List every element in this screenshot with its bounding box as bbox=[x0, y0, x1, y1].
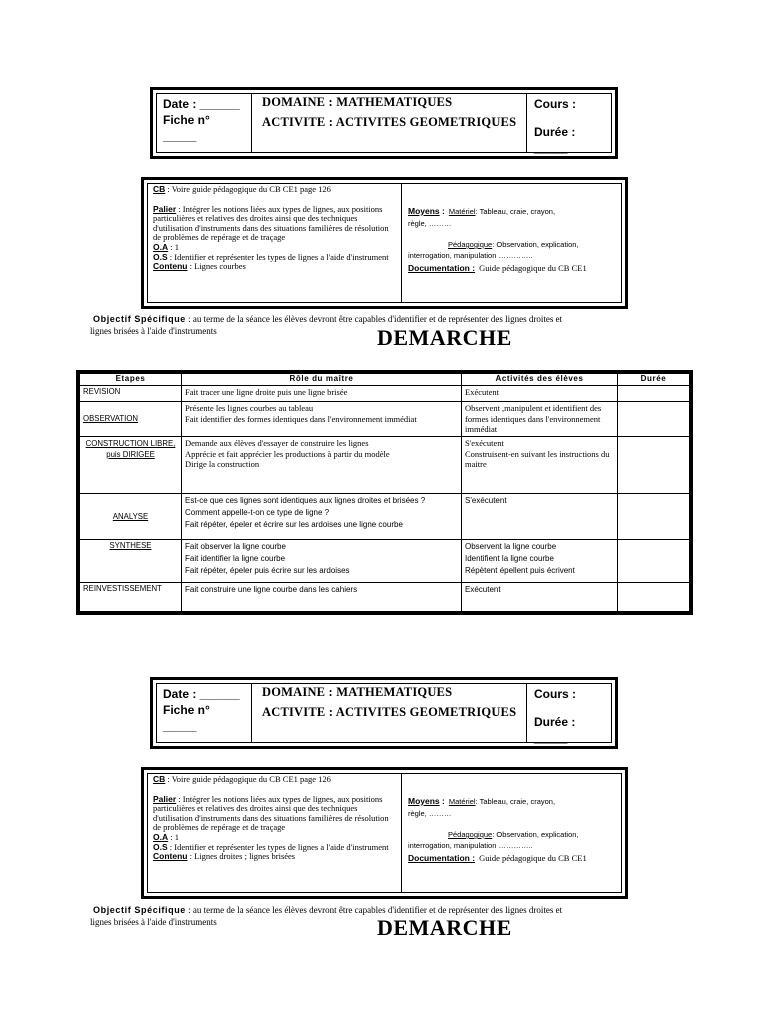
activite-line: Construisent-en suivant les instructions du maitre bbox=[465, 448, 610, 469]
role-line: Dirige la construction bbox=[185, 459, 260, 469]
cb-line bbox=[153, 775, 397, 785]
lesson-header-inner bbox=[156, 683, 612, 743]
cb-label: CB bbox=[153, 184, 166, 194]
activite-line: Identifient la ligne courbe bbox=[465, 553, 554, 563]
divider bbox=[526, 94, 527, 152]
role-cell bbox=[182, 583, 462, 612]
activite-line: S'exécutent bbox=[465, 496, 507, 505]
header-duree: Durée bbox=[618, 374, 690, 386]
duree-cell bbox=[618, 402, 690, 437]
contenu-line bbox=[153, 852, 397, 862]
palier-label: Palier bbox=[153, 203, 177, 214]
cb-text: : Voire guide pédagogique du CB CE1 page 126 bbox=[167, 184, 331, 194]
etape-label: SYNTHESE bbox=[109, 541, 152, 550]
divider bbox=[401, 774, 402, 892]
cours-label: Cours : bbox=[534, 97, 576, 111]
fiche-label: Fiche n° bbox=[163, 113, 210, 127]
lesson-info-inner bbox=[147, 183, 622, 303]
role-line: Fait identifier la ligne courbe bbox=[185, 553, 286, 563]
contenu-text: : Lignes droites ; lignes brisées bbox=[189, 851, 296, 862]
table-header-row bbox=[80, 374, 690, 386]
info-left bbox=[153, 775, 397, 862]
role-cell bbox=[182, 437, 462, 494]
duree-cell bbox=[618, 494, 690, 540]
os-label: O.S bbox=[153, 841, 168, 852]
domaine-title: DOMAINE : MATHEMATIQUES bbox=[262, 95, 453, 109]
etape-label: OBSERVATION bbox=[83, 414, 139, 423]
header-activites-eleves: Activités des élèves bbox=[462, 374, 618, 386]
duree-cell bbox=[618, 583, 690, 612]
duree-line: _____ bbox=[534, 731, 568, 745]
etape-cell bbox=[80, 494, 182, 540]
moyens-label: Moyens bbox=[408, 206, 440, 216]
date-label: Date : ______ bbox=[163, 687, 240, 701]
palier-label: Palier bbox=[153, 793, 177, 804]
pedagogique-text-2: interrogation, manipulation ………….. bbox=[408, 841, 533, 850]
info-right: Moyens : Matériel: Tableau, craie, crayon, règle, ……… Pédagogique: Observation, explication, interrogation, manipulation ………….. Documentation : Guide pédagogique du CB CE1 bbox=[408, 795, 628, 864]
activite-line: Exécutent bbox=[465, 585, 501, 594]
contenu-label: Contenu bbox=[153, 261, 188, 272]
etape-cell bbox=[80, 540, 182, 583]
activite-line: Observent la ligne courbe bbox=[465, 542, 557, 551]
contenu-line bbox=[153, 262, 397, 272]
cb-label: CB bbox=[153, 774, 166, 784]
duree-cell bbox=[618, 540, 690, 583]
divider bbox=[526, 684, 527, 742]
lesson-info-box bbox=[141, 177, 628, 309]
role-line: Apprécie et fait apprécier les productions à partir du modèle bbox=[185, 448, 390, 459]
palier-text: : Intégrer les notions liées aux types de lignes, aux positions particulières et relatives des droites ainsi que des techniques d'utilisation d'instruments dans des situations familières de résolution de problèmes de repérage et de traçage bbox=[153, 793, 389, 833]
oa-label: O.A bbox=[153, 241, 169, 252]
etape-cell: REVISION bbox=[80, 386, 182, 402]
role-line: Fait tracer une ligne droite puis une ligne brisée bbox=[185, 387, 348, 397]
role-cell bbox=[182, 386, 462, 402]
fiche-label: Fiche n° bbox=[163, 703, 210, 717]
table-row bbox=[80, 494, 690, 540]
cb-line bbox=[153, 185, 397, 195]
fiche-line: _____ bbox=[163, 719, 197, 733]
info-right: Moyens : Matériel: Tableau, craie, crayon, règle, ……… Pédagogique: Observation, explication, interrogation, manipulation ………….. Documentation : Guide pédagogique du CB CE1 bbox=[408, 205, 628, 274]
materiel-label: Matériel bbox=[448, 797, 476, 806]
os-label: O.S bbox=[153, 251, 168, 262]
objectif-text-2: lignes brisées à l'aide d'instruments bbox=[90, 326, 217, 336]
documentation-text: Guide pédagogique du CB CE1 bbox=[479, 853, 587, 863]
role-line: Fait observer la ligne courbe bbox=[185, 542, 286, 551]
activite-title: ACTIVITE : ACTIVITES GEOMETRIQUES bbox=[262, 705, 517, 719]
materiel-label: Matériel bbox=[448, 207, 476, 216]
etape-cell: REINVESTISSEMENT bbox=[80, 583, 182, 612]
role-cell bbox=[182, 494, 462, 540]
role-line: Fait identifier des formes identiques dans l'environnement immédiat bbox=[185, 413, 417, 424]
cb-text: : Voire guide pédagogique du CB CE1 page 126 bbox=[167, 774, 331, 784]
duree-label: Durée : bbox=[534, 715, 576, 729]
materiel-text: : Tableau, craie, crayon, bbox=[475, 207, 556, 216]
pedagogique-text-2: interrogation, manipulation ………….. bbox=[408, 251, 533, 260]
objectif-text-2: lignes brisées à l'aide d'instruments bbox=[90, 917, 217, 927]
info-left bbox=[153, 185, 397, 272]
lesson-info-box bbox=[141, 767, 628, 899]
role-line: Fait construire une ligne courbe dans les cahiers bbox=[185, 585, 358, 594]
activite-line: S'exécutent bbox=[465, 438, 504, 448]
duree-cell bbox=[618, 437, 690, 494]
oa-text: : 1 bbox=[170, 831, 179, 842]
activites-cell bbox=[462, 437, 618, 494]
pedagogique-label: Pédagogique bbox=[448, 830, 493, 839]
contenu-label: Contenu bbox=[153, 851, 188, 862]
demarche-table bbox=[79, 373, 690, 612]
activites-cell bbox=[462, 494, 618, 540]
lesson-header bbox=[150, 87, 618, 159]
materiel-text-2: règle, ……… bbox=[408, 809, 452, 818]
header-role-maitre: Rôle du maître bbox=[182, 374, 462, 386]
os-text: : Identifier et représenter les types de lignes a l'aide d'instrument bbox=[169, 841, 389, 852]
materiel-text: : Tableau, craie, crayon, bbox=[475, 797, 556, 806]
etape-cell bbox=[80, 437, 182, 494]
demarche-title: DEMARCHE bbox=[377, 915, 512, 940]
activites-cell bbox=[462, 540, 618, 583]
objectif-text: : au terme de la séance les élèves devront être capables d'identifier et de représenter des lignes droites et bbox=[188, 314, 563, 324]
role-cell bbox=[182, 540, 462, 583]
documentation-text: Guide pédagogique du CB CE1 bbox=[479, 263, 587, 273]
table-row bbox=[80, 540, 690, 583]
etape-label: ANALYSE bbox=[112, 512, 149, 521]
contenu-text: : Lignes courbes bbox=[189, 261, 246, 272]
duree-label: Durée : bbox=[534, 125, 576, 139]
activites-cell bbox=[462, 583, 618, 612]
date-label: Date : ______ bbox=[163, 97, 240, 111]
demarche-title: DEMARCHE bbox=[377, 325, 512, 350]
activites-cell bbox=[462, 386, 618, 402]
activites-cell bbox=[462, 402, 618, 437]
pedagogique-label: Pédagogique bbox=[448, 240, 493, 249]
table-row bbox=[80, 386, 690, 402]
role-line: Est-ce que ces lignes sont identiques aux lignes droites et brisées ? bbox=[185, 496, 426, 505]
activite-line: Répètent épellent puis écrivent bbox=[465, 565, 575, 575]
objectif-label: Objectif Spécifique bbox=[93, 314, 186, 324]
cours-label: Cours : bbox=[534, 687, 576, 701]
role-line: Présente les lignes courbes au tableau bbox=[185, 403, 314, 413]
oa-label: O.A bbox=[153, 831, 169, 842]
materiel-text-2: règle, ……… bbox=[408, 219, 452, 228]
palier-text: : Intégrer les notions liées aux types de lignes, aux positions particulières et relatives des droites ainsi que des techniques d'utilisation d'instruments dans des situations familières de résolution de problèmes de repérage et de traçage bbox=[153, 203, 389, 243]
moyens-label: Moyens bbox=[408, 796, 440, 806]
activite-line: Observent ,manipulent et identifient des formes identiques dans l'environnement immédiat bbox=[465, 403, 602, 434]
etape-cell bbox=[80, 402, 182, 437]
duree-cell bbox=[618, 386, 690, 402]
role-line: Fait répéter, épeler et écrire sur les ardoises une ligne courbe bbox=[185, 519, 403, 529]
os-text: : Identifier et représenter les types de lignes a l'aide d'instrument bbox=[169, 251, 389, 262]
lesson-info-inner bbox=[147, 773, 622, 893]
duree-line: _____ bbox=[534, 141, 568, 155]
etape-label: CONSTRUCTION LIBRE, puis DIRIGEE bbox=[85, 439, 176, 459]
table-row bbox=[80, 437, 690, 494]
role-cell bbox=[182, 402, 462, 437]
divider bbox=[251, 94, 252, 152]
table-row bbox=[80, 402, 690, 437]
lesson-header-inner bbox=[156, 93, 612, 153]
role-line: Fait répéter, épeler puis écrire sur les ardoises bbox=[185, 565, 350, 575]
objectif-label: Objectif Spécifique bbox=[93, 905, 186, 915]
role-line: Comment appelle-t-on ce type de ligne ? bbox=[185, 507, 330, 517]
divider bbox=[401, 184, 402, 302]
oa-text: : 1 bbox=[170, 241, 179, 252]
palier-line bbox=[153, 205, 397, 243]
header-etapes: Etapes bbox=[80, 374, 182, 386]
divider bbox=[251, 684, 252, 742]
objectif-text: : au terme de la séance les élèves devront être capables d'identifier et de représenter des lignes droites et bbox=[188, 905, 563, 915]
domaine-title: DOMAINE : MATHEMATIQUES bbox=[262, 685, 453, 699]
activite-title: ACTIVITE : ACTIVITES GEOMETRIQUES bbox=[262, 115, 517, 129]
lesson-header bbox=[150, 677, 618, 749]
documentation-label: Documentation : bbox=[408, 263, 476, 273]
documentation-label: Documentation : bbox=[408, 853, 476, 863]
pedagogique-text: : Observation, explication, bbox=[492, 830, 579, 839]
pedagogique-text: : Observation, explication, bbox=[492, 240, 579, 249]
fiche-line: _____ bbox=[163, 129, 197, 143]
palier-line bbox=[153, 795, 397, 833]
table-row bbox=[80, 583, 690, 612]
activite-line: Exécutent bbox=[465, 387, 499, 397]
role-line: Demande aux élèves d'essayer de construire les lignes bbox=[185, 438, 369, 448]
